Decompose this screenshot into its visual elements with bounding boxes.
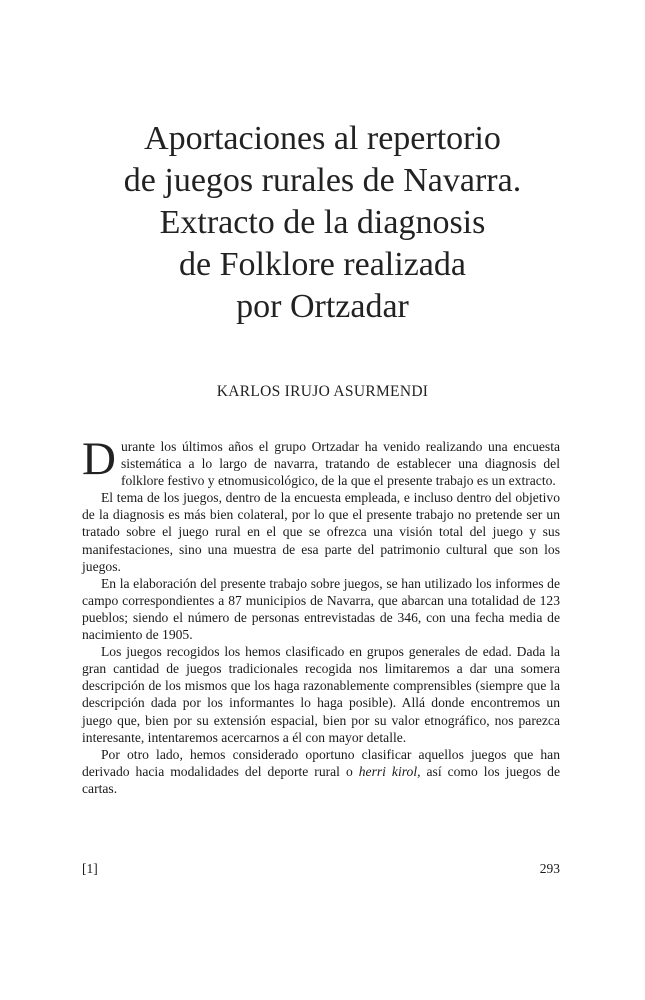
title-line: por Ortzadar xyxy=(236,288,409,325)
article-body xyxy=(82,433,560,797)
paragraph-text: Por otro lado, hemos considerado oportuno clasificar aquellos juegos que han derivado hacia modalidades del deporte rural o xyxy=(82,746,560,779)
title-line: de juegos rurales de Navarra. xyxy=(123,162,522,199)
footnote-marker: [1] xyxy=(82,861,98,876)
title-line: Extracto de la diagnosis xyxy=(159,204,486,241)
italic-term: herri kirol xyxy=(358,763,418,779)
paragraph: Los juegos recogidos los hemos clasificado en grupos generales de edad. Dada la gran cantidad de juegos tradicionales recogida nos limitaremos a dar una somera descripción de los mismos que los haga razonablemente comprensibles (siempre que la descripción dada por los informantes lo haga posible). Allá donde encontremos un juego que, bien por su extensión espacial, bien por su valor etnográfico, nos parezca interesante, intentaremos acercarnos a él con mayor detalle. xyxy=(82,644,560,745)
paragraph-text: , así como los juegos de cartas. xyxy=(82,763,560,796)
title-line: Aportaciones al repertorio xyxy=(144,120,501,157)
paragraph-text: urante los últimos años el grupo Ortzadar ha venido realizando una encuesta sistemática a lo largo de navarra, tratando de establecer una diagnosis del folklore festivo y etnomusicológico, de la que el presente trabajo es un extracto. xyxy=(120,439,560,489)
page-number: 293 xyxy=(539,861,560,876)
paragraph xyxy=(82,433,560,489)
paragraph xyxy=(82,746,560,797)
drop-cap: D xyxy=(82,433,116,485)
paragraph: En la elaboración del presente trabajo sobre juegos, se han utilizado los informes de campo correspondientes a 87 municipios de Navarra, que abarcan una totalidad de 123 pueblos; siendo el número de personas entrevistadas de 346, con una fecha media de nacimiento de 1905. xyxy=(82,575,560,643)
paragraph: El tema de los juegos, dentro de la encuesta empleada, e incluso dentro del objetivo de la diagnosis es más bien colateral, por lo que el presente trabajo no pretende ser un tratado sobre el juego rural en el que se ofrezca una visión total del juego y sus manifestaciones, sino una muestra de esa parte del patrimonio cultural que son los juegos. xyxy=(82,490,560,574)
title-line: de Folklore realizada xyxy=(179,246,466,283)
page-title xyxy=(60,118,585,328)
author-name: KARLOS IRUJO ASURMENDI xyxy=(216,383,429,400)
